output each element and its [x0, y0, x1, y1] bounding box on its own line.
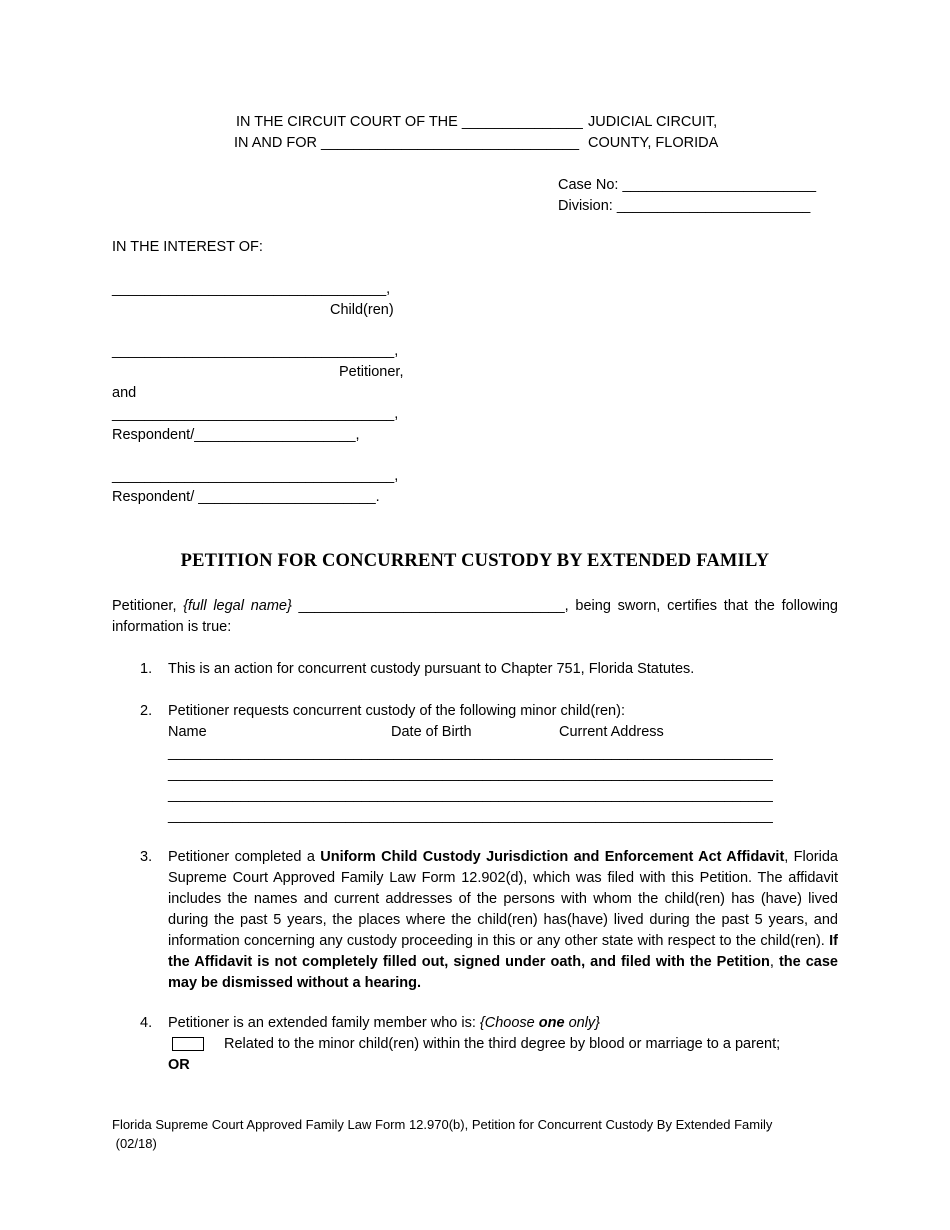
- respondent-2-label[interactable]: Respondent/ ______________________.: [112, 489, 380, 505]
- court-line-1: [236, 112, 583, 133]
- child-entry-line[interactable]: ___________________________________________________________________________: [168, 808, 773, 824]
- intro-text-2: _________________________________, being sworn, certifies that the following information is true:: [112, 598, 838, 635]
- intro-paragraph: [112, 596, 838, 638]
- child-name-line[interactable]: __________________________________,: [112, 281, 391, 297]
- item-4-hint-a: {Choose: [479, 1015, 539, 1031]
- document-title: PETITION FOR CONCURRENT CUSTODY BY EXTENDED FAMILY: [180, 551, 770, 571]
- item-3-warning-a: If the Affidavit is not completely filled out, signed under oath, and filed with the Petition: [168, 933, 838, 970]
- respondent-1-label[interactable]: Respondent/____________________,: [112, 427, 360, 443]
- footer-form-title: Florida Supreme Court Approved Family Law Form 12.970(b), Petition for Concurrent Custody By Extended Family: [112, 1117, 773, 1132]
- item-3-paragraph: [168, 847, 838, 994]
- item-4-text: [168, 1013, 600, 1034]
- case-number-field[interactable]: Case No: ________________________: [558, 177, 817, 193]
- court-line-1-right: JUDICIAL CIRCUIT,: [588, 114, 718, 130]
- item-3-text-a: Petitioner completed a: [168, 849, 321, 865]
- item-4-text-a: Petitioner is an extended family member who is:: [168, 1015, 480, 1031]
- option-third-degree-relative: Related to the minor child(ren) within the third degree by blood or marriage to a parent;: [224, 1036, 781, 1052]
- court-line-2-right: COUNTY, FLORIDA: [588, 135, 719, 151]
- item-3-warning-b: the case may be dismissed without a hearing.: [168, 954, 838, 991]
- interest-of-label: IN THE INTEREST OF:: [112, 239, 263, 255]
- uccjea-affidavit-title: Uniform Child Custody Jurisdiction and Enforcement Act Affidavit: [320, 849, 785, 865]
- respondent-2-name-line[interactable]: ___________________________________,: [112, 468, 399, 484]
- petitioner-label: Petitioner,: [339, 364, 404, 380]
- child-label: Child(ren): [330, 302, 394, 318]
- child-entry-line[interactable]: ___________________________________________________________________________: [168, 745, 773, 761]
- division-field[interactable]: Division: ________________________: [558, 198, 811, 214]
- and-label: and: [112, 385, 137, 401]
- intro-text-1: Petitioner,: [112, 598, 184, 614]
- footer-form-date: (02/18): [112, 1136, 157, 1151]
- item-4-hint-b: only}: [564, 1015, 601, 1031]
- court-line-2-left: IN AND FOR ________________________________: [234, 135, 580, 151]
- item-2-number: 2.: [140, 703, 153, 719]
- petitioner-name-line[interactable]: ___________________________________,: [112, 343, 399, 359]
- child-entry-line[interactable]: ___________________________________________________________________________: [168, 766, 773, 782]
- child-entry-line[interactable]: ___________________________________________________________________________: [168, 787, 773, 803]
- item-4-number: 4.: [140, 1015, 153, 1031]
- court-line-1-left: IN THE CIRCUIT COURT OF THE _______________: [236, 114, 583, 130]
- respondent-1-name-line[interactable]: ___________________________________,: [112, 406, 399, 422]
- item-3-number: 3.: [140, 849, 153, 865]
- item-3-text-c: , Florida Supreme Court Approved Family Law Form 12.902(d), which was filed with this Petition. The affidavit includes the names and current addresses of the persons with whom the child(ren) has (have) lived during the past 5 years, the places where the child(ren) has(have) lived during the past 5 years, and information concerning any custody proceeding in this or any other state with respect to the child(ren).: [168, 849, 838, 949]
- or-label: OR: [168, 1057, 190, 1073]
- item-1-text: This is an action for concurrent custody pursuant to Chapter 751, Florida Statutes.: [168, 661, 695, 677]
- item-3-text-e: ,: [769, 954, 779, 970]
- column-header-dob: Date of Birth: [391, 724, 472, 740]
- item-1-number: 1.: [140, 661, 153, 677]
- column-header-address: Current Address: [559, 724, 664, 740]
- item-2-text: Petitioner requests concurrent custody of the following minor child(ren):: [168, 703, 625, 719]
- item-4-hint-one: one: [538, 1015, 565, 1031]
- third-degree-relative-checkbox[interactable]: [172, 1037, 204, 1051]
- column-header-name: Name: [168, 724, 207, 740]
- full-legal-name-hint: {full legal name}: [183, 598, 292, 614]
